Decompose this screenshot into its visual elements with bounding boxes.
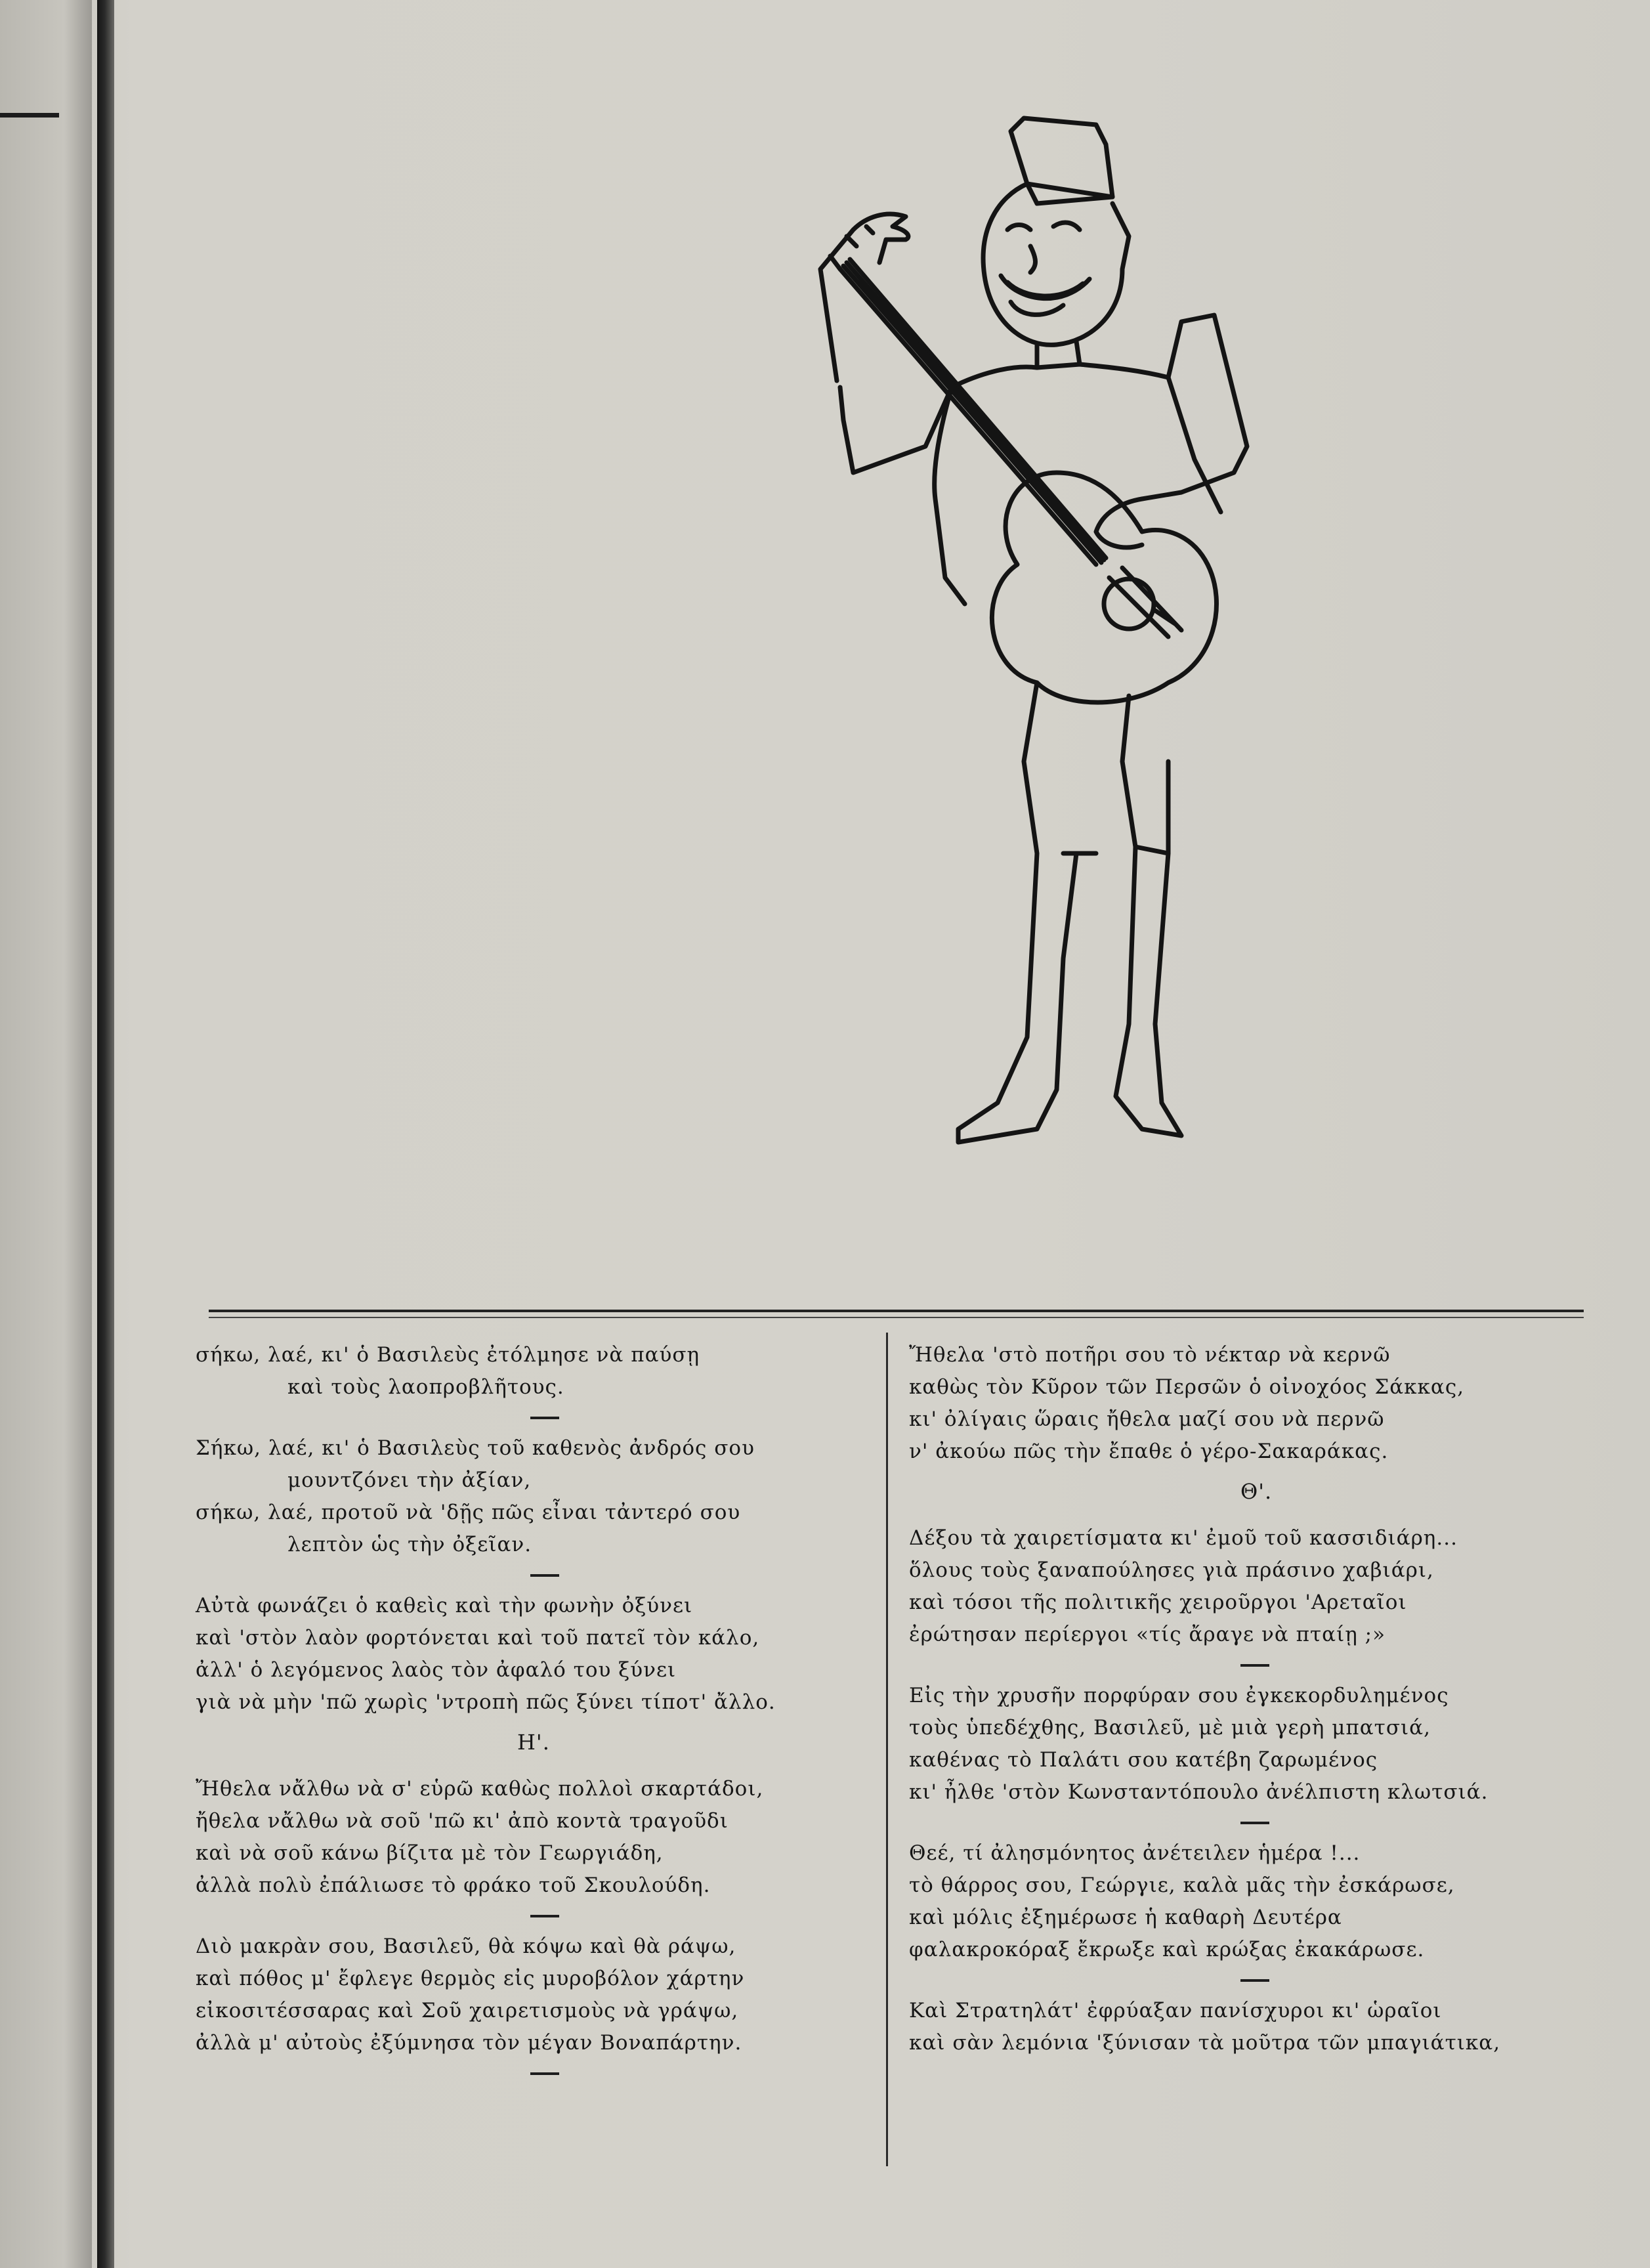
stanza-separator <box>530 2072 559 2075</box>
verse-line: εἰκοσιτέσσαρας καὶ Σοῦ χαιρετισμοὺς νὰ γράψω, <box>196 1999 739 2022</box>
verse-line: γιὰ νὰ μὴν 'πῶ χωρὶς 'ντροπὴ πῶς ξύνει τίποτ' ἄλλο. <box>196 1690 776 1714</box>
verse-line: ἐρώτησαν περίεργοι «τίς ἄραγε νὰ πταίῃ ;» <box>909 1623 1386 1646</box>
verse-line: Διὸ μακρὰν σου, Βασιλεῦ, θὰ κόψω καὶ θὰ ράψω, <box>196 1935 736 1958</box>
right-column <box>909 1339 1605 2059</box>
stanza-separator <box>1240 1664 1269 1667</box>
margin-mark <box>0 113 59 118</box>
guitar-body-icon <box>992 473 1216 702</box>
face-icon <box>983 184 1129 345</box>
verse-line: καθὼς τὸν Κῦρον τῶν Περσῶν ὁ οἰνοχόος Σάκκας, <box>909 1375 1465 1399</box>
verse-line: καὶ πόθος μ' ἔφλεγε θερμὸς εἰς μυροβόλον χάρτην <box>196 1967 745 1990</box>
stanza-separator <box>1240 1822 1269 1824</box>
verse-line: κι' ὀλίγαις ὥραις ἤθελα μαζί σου νὰ περνῶ <box>909 1407 1385 1431</box>
verse-line: καθένας τὸ Παλάτι σου κατέβη ζαρωμένος <box>909 1748 1378 1772</box>
verse-line: καὶ νὰ σοῦ κάνω βίζιτα μὲ τὸν Γεωργιάδη, <box>196 1841 664 1865</box>
guitar-player-caricature-icon <box>669 105 1273 1208</box>
stanza-separator <box>530 1574 559 1577</box>
stanza-separator <box>1240 1979 1269 1982</box>
stanza-separator <box>530 1915 559 1917</box>
verse-line: καὶ τόσοι τῆς πολιτικῆς χειροῦργοι 'Αρεταῖοι <box>909 1591 1407 1614</box>
verse-line: ἀλλ' ὁ λεγόμενος λαὸς τὸν ἀφαλό του ξύνει <box>196 1658 677 1682</box>
stanza-separator <box>530 1417 559 1419</box>
section-heading: Θ'. <box>1240 1479 1273 1504</box>
verse-line: Καὶ Στρατηλάτ' ἐφρύαξαν πανίσχυροι κι' ὡραῖοι <box>909 1999 1442 2022</box>
right-arm-icon <box>1142 315 1247 499</box>
verse-line: ὅλους τοὺς ξαναπούλησες γιὰ πράσινο χαβιάρι, <box>909 1558 1434 1582</box>
verse-line: ν' ἀκούω πῶς τὴν ἔπαθε ὁ γέρο-Σακαράκας. <box>909 1440 1389 1463</box>
torso-icon <box>952 364 1168 387</box>
guitar-neck-icon <box>840 269 1096 565</box>
right-leg-icon <box>1116 696 1181 1136</box>
verse-line: σήκω, λαέ, κι' ὁ Βασιλεὺς ἐτόλμησε νὰ παύσῃ <box>196 1343 700 1367</box>
facing-page-edge <box>0 0 92 2268</box>
verse-line: καὶ 'στὸν λαὸν φορτόνεται καὶ τοῦ πατεῖ τὸν κάλο, <box>196 1626 760 1650</box>
section-heading: Η'. <box>517 1730 550 1755</box>
verse-line: φαλακροκόραξ ἔκρωξε καὶ κρώξας ἐκακάρωσε. <box>909 1938 1425 1961</box>
verse-line: Αὐτὰ φωνάζει ὁ καθεὶς καὶ τὴν φωνὴν ὀξύνει <box>196 1594 693 1617</box>
verse-line: κι' ἦλθε 'στὸν Κωνσταντόπουλο ἀνέλπιστη κλωτσιά. <box>909 1780 1489 1804</box>
binding-gutter <box>97 0 114 2268</box>
verse-line: καὶ σὰν λεμόνια 'ξύνισαν τὰ μοῦτρα τῶν μπαγιάτικα, <box>909 2031 1501 2055</box>
verse-line: ἤθελα νἄλθω νὰ σοῦ 'πῶ κι' ἀπὸ κοντὰ τραγοῦδι <box>196 1809 729 1833</box>
verse-line: σήκω, λαέ, προτοῦ νὰ 'δῇς πῶς εἶναι τἀντερό σου <box>196 1501 741 1524</box>
verse-line: Ἤθελα 'στὸ ποτῆρι σου τὸ νέκταρ νὰ κερνῶ <box>909 1343 1391 1367</box>
verse-line: Ἤθελα νἄλθω νὰ σ' εὑρῶ καθὼς πολλοὶ σκαρτάδοι, <box>196 1777 764 1801</box>
verse-line: λεπτὸν ὡς τὴν ὀξεῖαν. <box>287 1533 532 1556</box>
verse-line: τοὺς ὑπεδέχθης, Βασιλεῦ, μὲ μιὰ γερὴ μπατσιά, <box>909 1716 1431 1740</box>
verse-line: μουντζόνει τὴν ἀξίαν, <box>287 1468 532 1492</box>
verse-line: Εἰς τὴν χρυσῆν πορφύραν σου ἐγκεκορδυλημένος <box>909 1684 1449 1707</box>
left-column <box>196 1339 858 2088</box>
verse-line: Δέξου τὰ χαιρετίσματα κι' ἐμοῦ τοῦ κασσιδιάρη... <box>909 1526 1458 1550</box>
header-rule <box>209 1310 1584 1312</box>
header-rule-thin <box>209 1317 1584 1318</box>
column-divider <box>886 1333 888 2166</box>
verse-line: Σήκω, λαέ, κι' ὁ Βασιλεὺς τοῦ καθενὸς ἀνδρός σου <box>196 1436 755 1460</box>
verse-line: ἀλλὰ πολὺ ἐπάλιωσε τὸ φράκο τοῦ Σκουλούδη. <box>196 1873 711 1897</box>
verse-line: ἀλλὰ μ' αὐτοὺς ἐξύμνησα τὸν μέγαν Βοναπάρτην. <box>196 2031 742 2055</box>
verse-line: Θεέ, τί ἀλησμόνητος ἀνέτειλεν ἡμέρα !... <box>909 1841 1361 1865</box>
verse-line: καὶ μόλις ἐξημέρωσε ἡ καθαρὴ Δευτέρα <box>909 1906 1342 1929</box>
verse-line: τὸ θάρρος σου, Γεώργιε, καλὰ μᾶς τὴν ἐσκάρωσε, <box>909 1873 1455 1897</box>
left-leg-icon <box>958 683 1076 1142</box>
verse-line: καὶ τοὺς λαοπροβλῆτους. <box>287 1375 564 1399</box>
